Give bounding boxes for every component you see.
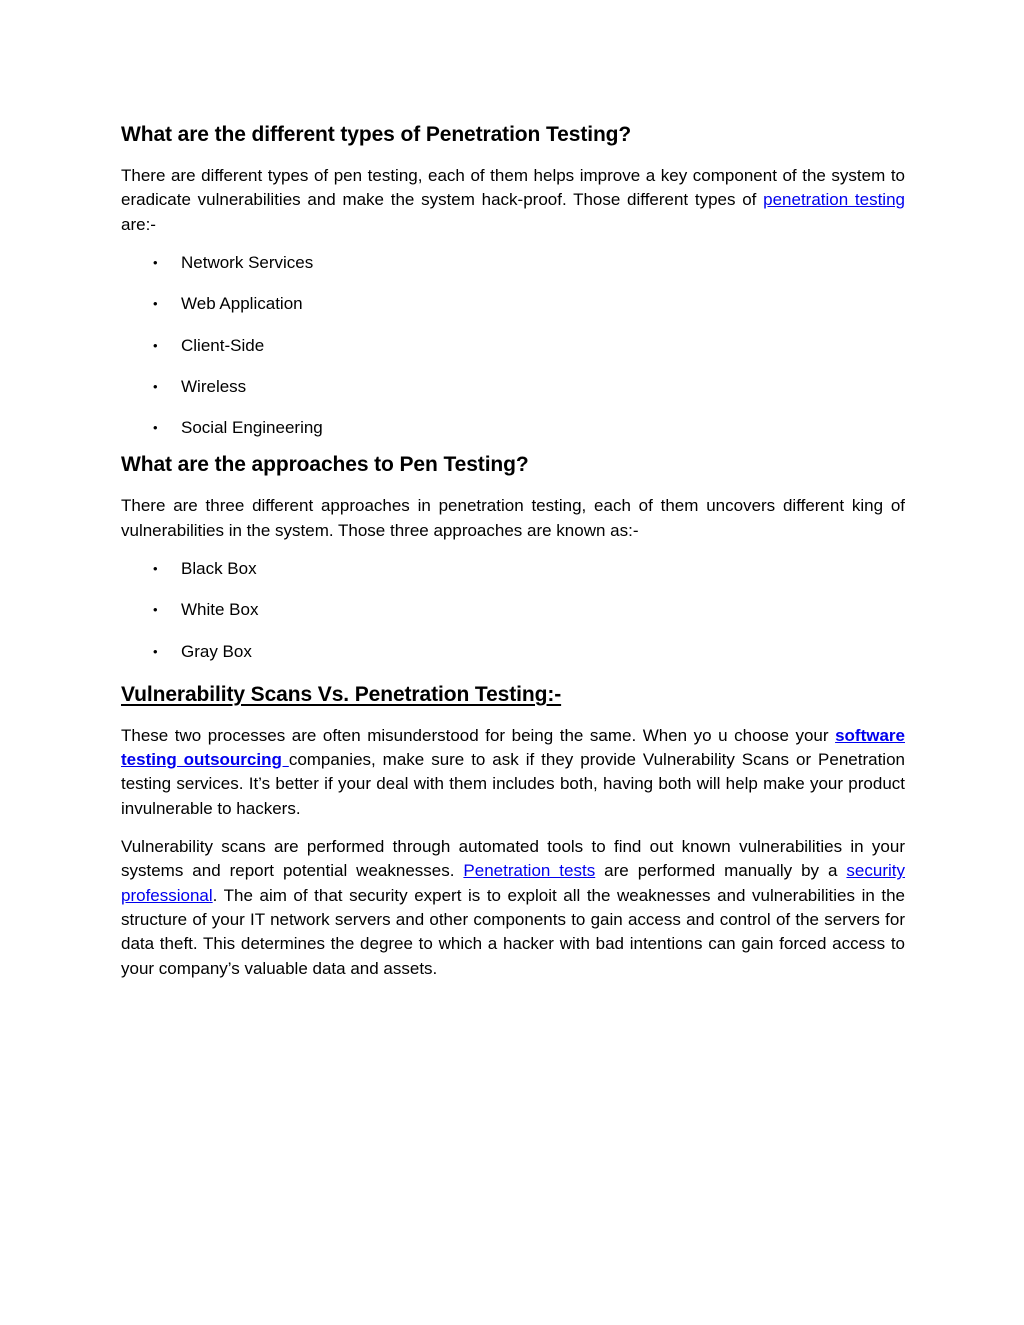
list-item-label: Client-Side xyxy=(181,335,265,355)
heading-types-of-pen-testing: What are the different types of Penetration Testing? xyxy=(121,123,632,146)
bullet-icon: • xyxy=(153,254,158,270)
bullet-icon: • xyxy=(153,337,158,353)
list-item-label: White Box xyxy=(181,600,259,620)
types-intro-suffix: are:- xyxy=(121,214,156,234)
list-item-label: Social Engineering xyxy=(181,418,323,438)
list-item-label: Black Box xyxy=(181,559,257,579)
bullet-icon: • xyxy=(153,602,158,618)
list-item-label: Wireless xyxy=(181,377,247,397)
list-item-label: Gray Box xyxy=(181,641,252,661)
list-item xyxy=(121,375,905,399)
list-item xyxy=(121,334,905,358)
heading-vuln-vs-pen: Vulnerability Scans Vs. Penetration Testing:- xyxy=(121,682,562,706)
list-item xyxy=(121,416,905,440)
document-page xyxy=(121,120,905,981)
vuln-scans-text-2: are performed manually by a xyxy=(595,861,847,881)
list-item xyxy=(121,598,905,622)
paragraph-types-intro xyxy=(121,164,905,237)
link-penetration-testing[interactable]: penetration testing xyxy=(763,190,905,210)
list-item xyxy=(121,640,905,664)
heading-approaches: What are the approaches to Pen Testing? xyxy=(121,453,529,477)
bullet-icon: • xyxy=(153,420,158,436)
vuln-scans-text-3: . The aim of that security expert is to exploit all the weaknesses and vulnerabilities in the structure of your IT network servers and other components to gain access and control of the servers for data theft. This determines the degree to which a hacker with bad intentions can gain forced access to your company’s valuable data and assets. xyxy=(121,885,905,978)
list-item xyxy=(121,557,905,581)
list-item xyxy=(121,292,905,316)
bullet-icon: • xyxy=(153,379,158,395)
vuln-scans-text-1: Vulnerability scans are performed through automated tools to find out known vulnerabilities in your systems and report potential weaknesses. xyxy=(121,837,905,881)
list-item-label: Web Application xyxy=(181,294,303,314)
bullet-icon: • xyxy=(153,296,158,312)
bullet-icon: • xyxy=(153,643,158,659)
vuln-intro-text: These two processes are often misunderstood for being the same. When yo u choose your xyxy=(121,725,836,745)
link-security-professional[interactable]: security professional xyxy=(121,861,905,905)
link-software-testing-outsourcing[interactable]: software testing outsourcing xyxy=(121,725,905,770)
list-pen-testing-types xyxy=(121,251,905,441)
list-item-label: Network Services xyxy=(181,252,314,272)
types-intro-text: There are different types of pen testing, each of them helps improve a key component of the system to eradicate vulnerabilities and make the system hack-proof. Those different types of xyxy=(121,166,905,210)
paragraph-approaches-intro: There are three different approaches in penetration testing, each of them uncovers different king of vulnerabilities in the system. Those three approaches are known as:- xyxy=(121,496,905,540)
list-item xyxy=(121,251,905,275)
link-penetration-tests[interactable]: Penetration tests xyxy=(463,861,596,881)
paragraph-vuln-scans xyxy=(121,835,905,981)
list-approaches xyxy=(121,557,905,664)
vuln-intro-suffix: companies, make sure to ask if they provide Vulnerability Scans or Penetration testing services. It’s better if your deal with them includes both, having both will help make your product invulnerable to hackers. xyxy=(121,750,905,818)
paragraph-vuln-intro xyxy=(121,724,905,821)
bullet-icon: • xyxy=(153,561,158,577)
